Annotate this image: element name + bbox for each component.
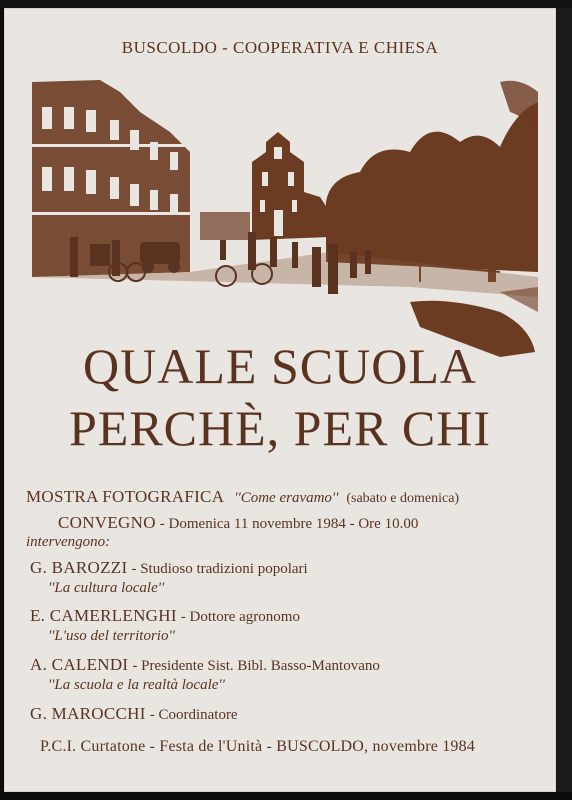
title-line-1: QUALE SCUOLA [83,338,477,394]
title-line-2: PERCHÈ, PER CHI [68,400,491,456]
speaker-name: A. CALENDI [30,655,129,674]
poster-footer: P.C.I. Curtatone - Festa de l'Unità - BUSCOLDO, novembre 1984 [40,738,476,755]
poster-header: BUSCOLDO - COOPERATIVA E CHIESA [121,38,439,57]
mostra-note: (sabato e domenica) [346,491,460,506]
speaker-name: G. BAROZZI [30,558,128,577]
speaker-row [30,606,300,626]
convegno-label: CONVEGNO [58,513,156,532]
mostra-label: MOSTRA FOTOGRAFICA [26,487,225,506]
mostra-line [26,487,459,507]
convegno-details: - Domenica 11 novembre 1984 - Ore 10.00 [159,516,419,532]
speaker-talk: ''La cultura locale'' [48,580,165,596]
speaker-row [30,558,308,578]
speaker-row [30,655,380,675]
speaker-name: G. MAROCCHI [30,704,146,723]
intervengono-label: intervengono: [26,534,111,550]
convegno-line [58,513,418,533]
speaker-role: - Studioso tradizioni popolari [131,561,308,577]
scan-right-border [556,8,572,792]
speaker-talk: ''L'uso del territorio'' [48,628,175,644]
speaker-role: - Dottore agronomo [180,609,300,625]
speaker-row [30,704,238,724]
speaker-name: E. CAMERLENGHI [30,606,177,625]
scan-top-border [0,0,572,8]
mostra-quote: ''Come eravamo'' [234,490,339,506]
speaker-role: - Presidente Sist. Bibl. Basso-Mantovano [132,658,380,674]
speaker-talk: ''La scuola e la realtà locale'' [48,677,225,693]
poster [4,8,556,792]
historic-street-photo [30,72,538,362]
speaker-role: - Coordinatore [149,707,238,723]
